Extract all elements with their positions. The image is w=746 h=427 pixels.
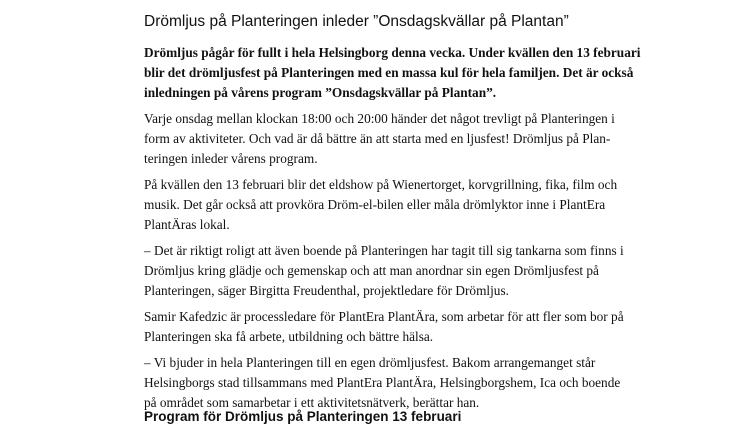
paragraph-line: på området som samarbetar i ett aktivitetsnätverk, berättar han. (144, 395, 480, 410)
lead-line: inledningen på vårens program ”Onsdagskvällar på Plantan”. (144, 85, 497, 100)
body-paragraph-samir (144, 307, 644, 347)
program-subheading: Program för Drömljus på Planteringen 13 februari (144, 409, 462, 424)
paragraph-line: Planteringen ska få arbete, utbildning och bättre hälsa. (144, 329, 434, 344)
lead-line: Drömljus pågår för fullt i hela Helsingborg denna vecka. Under kvällen den 13 februari (144, 45, 641, 60)
paragraph-line: musik. Det går också att provköra Dröm-el-bilen eller måla drömlyktor inne i PlantEra (144, 197, 606, 212)
body-paragraph-quote-samir (144, 353, 644, 413)
paragraph-line: – Vi bjuder in hela Planteringen till en egen drömljusfest. Bakom arrangemanget står (144, 355, 596, 370)
page-title: Drömljus på Planteringen inleder ”Onsdagskvällar på Plantan” (144, 13, 569, 30)
paragraph-line: Samir Kafedzic är processledare för PlantEra PlantÄra, som arbetar för att fler som bor på (144, 309, 624, 324)
paragraph-line: form av aktiviteter. Och vad är då bättre än att starta med en ljusfest! Drömljus på Plan- (144, 131, 611, 146)
paragraph-line: PlantÄras lokal. (144, 217, 230, 232)
lead-paragraph (144, 43, 644, 103)
body-paragraph-evening (144, 175, 644, 235)
paragraph-line: Planteringen, säger Birgitta Freudenthal, projektledare för Drömljus. (144, 283, 509, 298)
paragraph-line: Drömljus kring glädje och gemenskap och att man anordnar sin egen Drömljusfest på (144, 263, 599, 278)
body-paragraph-quote-birgitta (144, 241, 644, 301)
body-paragraph-schedule (144, 109, 644, 169)
paragraph-line: teringen inleder vårens program. (144, 151, 318, 166)
lead-line: blir det drömljusfest på Planteringen med en massa kul för hela familjen. Det är också (144, 65, 634, 80)
paragraph-line: Helsingborgs stad tillsammans med PlantEra PlantÄra, Helsingborgshem, Ica och boende (144, 375, 621, 390)
paragraph-line: – Det är riktigt roligt att även boende på Planteringen har tagit till sig tankarna som finns i (144, 243, 624, 258)
paragraph-line: Varje onsdag mellan klockan 18:00 och 20:00 händer det något trevligt på Planteringen i (144, 111, 615, 126)
paragraph-line: På kvällen den 13 februari blir det eldshow på Wienertorget, korvgrillning, fika, film och (144, 177, 618, 192)
